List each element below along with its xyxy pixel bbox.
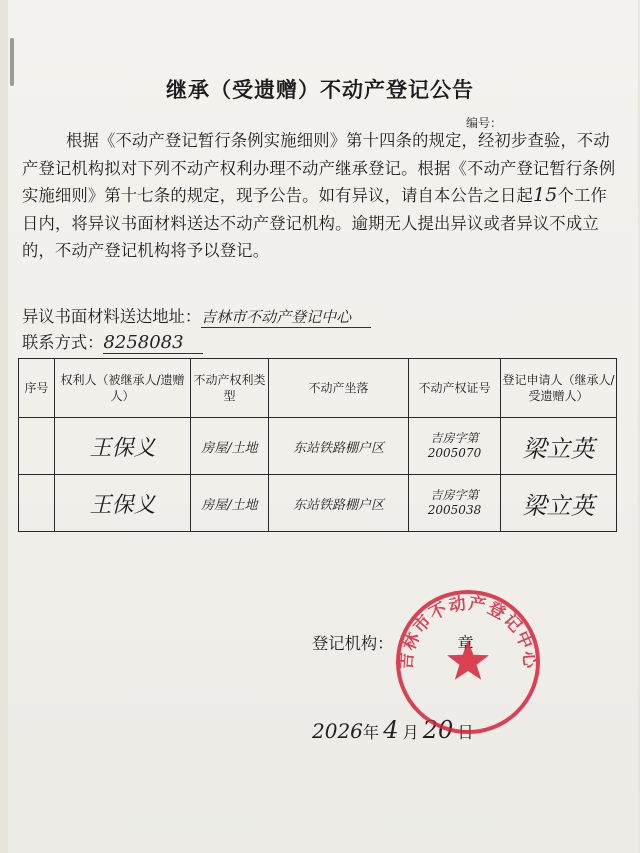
org-label: 登记机构： — [312, 634, 394, 653]
cell-location: 东站铁路棚户区 — [269, 475, 409, 532]
header-cert: 不动产权证号 — [409, 359, 501, 418]
star-icon — [447, 640, 489, 680]
table-header-row — [19, 359, 617, 418]
header-right-type: 不动产权利类型 — [191, 359, 269, 418]
date-year: 2026 — [312, 719, 363, 743]
handwritten-days: 15 — [532, 184, 558, 207]
seal-text: 吉林市不动产登记中心 — [396, 593, 540, 671]
header-seq: 序号 — [19, 359, 55, 418]
contact-label: 联系方式： — [22, 333, 104, 352]
table-row — [19, 475, 617, 532]
cell-seq — [19, 475, 55, 532]
cell-location: 东站铁路棚户区 — [269, 418, 409, 475]
header-applicant: 登记申请人（继承人/受遗赠人） — [501, 359, 617, 418]
table-row — [19, 418, 617, 475]
notice-body — [22, 127, 622, 265]
doc-number-label: 编号： — [466, 116, 503, 130]
header-location: 不动产坐落 — [269, 359, 409, 418]
body-text-2: 个工作日内，将异议书面材料送达不动产登记机构。逾期无人提出异议或者异议不成立的，不动产登记机构将予以登记。 — [22, 186, 607, 261]
date-year-unit: 年 — [362, 723, 380, 742]
contact-value: 8258083 — [103, 332, 203, 354]
cell-right-type: 房屋/土地 — [191, 475, 269, 532]
date-month: 4 — [383, 716, 399, 744]
contact-line — [22, 329, 203, 354]
cell-holder: 王保义 — [55, 418, 191, 475]
date-day-unit: 日 — [457, 723, 474, 742]
address-line — [22, 303, 371, 328]
official-seal — [392, 586, 544, 738]
address-label: 异议书面材料送达地址： — [22, 307, 202, 326]
cell-seq — [19, 418, 55, 475]
cell-cert: 吉房字第2005038 — [409, 475, 501, 532]
cell-applicant: 梁立英 — [501, 475, 617, 532]
cell-right-type: 房屋/土地 — [191, 418, 269, 475]
cell-cert: 吉房字第2005070 — [409, 418, 501, 475]
seal-label: 章 — [457, 634, 474, 653]
notice-title: 继承（受遗赠）不动产登记公告 — [166, 78, 474, 102]
cell-holder: 王保义 — [55, 475, 191, 532]
registration-table — [18, 358, 617, 532]
date-day: 20 — [422, 716, 454, 744]
body-text-1: 根据《不动产登记暂行条例实施细则》第十四条的规定，经初步查验，不动产登记机构拟对下列不动产权利办理不动产继承登记。根据《不动产登记暂行条例实施细则》第十七条的规定，现予公告。如有异议，请自本公告之日起 — [22, 131, 616, 206]
cell-applicant: 梁立英 — [501, 418, 617, 475]
address-value: 吉林市不动产登记中心 — [201, 306, 371, 328]
date-month-unit: 月 — [402, 723, 419, 742]
header-holder: 权利人（被继承人/遗赠人） — [55, 359, 191, 418]
